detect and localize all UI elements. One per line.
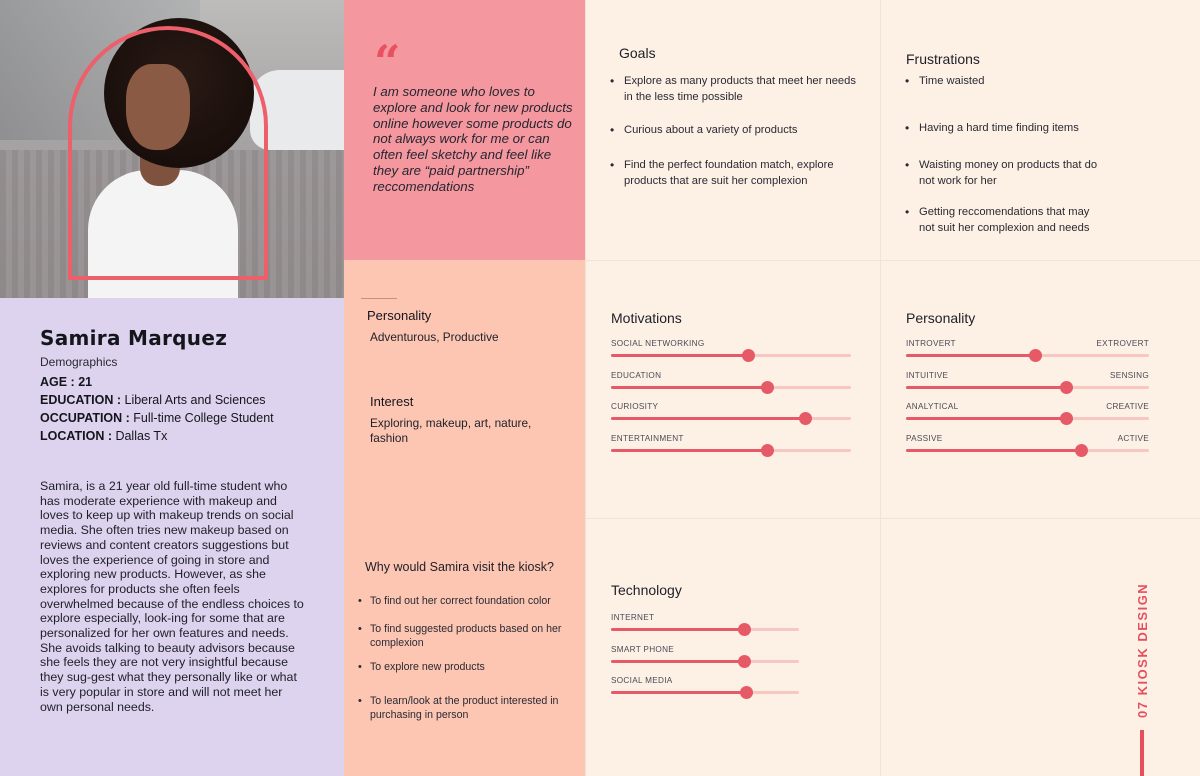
education-label: EDUCATION : <box>40 393 125 407</box>
slider-label: INTROVERT <box>906 339 956 348</box>
slider-label-right: CREATIVE <box>1106 402 1149 411</box>
occupation-value: Full-time College Student <box>133 411 274 425</box>
kiosk-item: • To explore new products <box>358 661 573 675</box>
goal-item: • Curious about a variety of products <box>610 122 860 138</box>
slider-knob <box>738 655 751 668</box>
slider-label: ANALYTICAL <box>906 402 959 411</box>
slider-track <box>906 354 1149 357</box>
slider-track <box>611 628 799 631</box>
page-tag-text: 07 KIOSK DESIGN <box>1135 582 1150 718</box>
location-label: LOCATION : <box>40 429 116 443</box>
slider-fill <box>906 386 1066 389</box>
slider-track <box>906 417 1149 420</box>
goal-item: • Find the perfect foundation match, explore products that are suit her complexion <box>610 157 860 189</box>
slider-knob <box>740 686 753 699</box>
personality-heading: Personality <box>367 308 432 323</box>
location-value: Dallas Tx <box>115 429 168 443</box>
persona-bio: Samira, is a 21 year old full-time student who has moderate experience with makeup and loves to keep up with makeup trends on social media. She often tries new makeup based on reviews and content creators suggestions but loves the experience of going in store and exploring new products. However, as she explores for products she often feels overwhelmed because of the endless choices to explore especially, look-ing for some that are personalized for her own features and needs. She avoids talking to beauty advisors because she feels they are not very insightful because they sug-gest what they personally like or what is very popular in store and will not meet her own personal needs. <box>40 479 304 714</box>
kiosk-title: Why would Samira visit the kiosk? <box>365 560 554 574</box>
interest-value: Exploring, makeup, art, nature, fashion <box>370 416 532 446</box>
technology-panel <box>585 518 880 776</box>
frustration-item: • Time waisted <box>905 73 1105 89</box>
goals-title: Goals <box>619 45 656 61</box>
slider-knob <box>1029 349 1042 362</box>
education-line <box>40 393 266 407</box>
frustration-item: • Having a hard time finding items <box>905 120 1105 136</box>
slider-label: SOCIAL NETWORKING <box>611 339 705 348</box>
kiosk-item: • To find suggested products based on her complexion <box>358 623 573 650</box>
frustration-item: • Getting reccomendations that may not suit her complexion and needs <box>905 204 1105 236</box>
persona-photo <box>0 0 344 298</box>
slider-knob <box>738 623 751 636</box>
slider-label: INTUITIVE <box>906 370 949 380</box>
slider-track <box>611 691 799 694</box>
goal-item: • Explore as many products that meet her needs in the less time possible <box>610 73 860 105</box>
slider-track <box>611 354 851 357</box>
frustrations-panel <box>880 0 1200 260</box>
slider-fill <box>906 417 1066 420</box>
kiosk-item: • To find out her correct foundation color <box>358 595 573 609</box>
slider-knob <box>1075 444 1088 457</box>
persona-name: Samira Marquez <box>40 326 228 350</box>
slider-knob <box>742 349 755 362</box>
slider-fill <box>611 628 744 631</box>
personality-scale-title: Personality <box>906 310 976 326</box>
slider-track <box>611 386 851 389</box>
profile-panel <box>0 298 344 776</box>
slider-label-right: SENSING <box>1110 370 1149 380</box>
personality-interest-panel <box>344 260 585 518</box>
slider-label: PASSIVE <box>906 433 943 443</box>
location-line <box>40 429 167 443</box>
slider-label-right: ACTIVE <box>1117 433 1149 443</box>
kiosk-item: • To learn/look at the product interested in purchasing in person <box>358 695 573 722</box>
age-label: AGE : <box>40 375 79 389</box>
slider-label: SOCIAL MEDIA <box>611 676 673 685</box>
technology-title: Technology <box>611 582 682 598</box>
slider-fill <box>611 660 744 663</box>
slider-fill <box>611 386 767 389</box>
occupation-line <box>40 411 274 425</box>
education-value: Liberal Arts and Sciences <box>124 393 266 407</box>
kiosk-reasons-panel <box>344 518 585 776</box>
slider-track <box>611 417 851 420</box>
slider-fill <box>906 449 1081 452</box>
slider-knob <box>1060 381 1073 394</box>
demographics-label: Demographics <box>40 355 118 369</box>
divider-line <box>361 298 397 299</box>
slider-label: INTERNET <box>611 613 655 622</box>
page-tag-bar <box>1140 730 1144 776</box>
goals-panel <box>585 0 880 260</box>
slider-knob <box>1060 412 1073 425</box>
slider-knob <box>761 444 774 457</box>
frustrations-title: Frustrations <box>906 51 980 67</box>
slider-fill <box>906 354 1035 357</box>
interest-heading: Interest <box>370 394 414 409</box>
slider-label: SMART PHONE <box>611 644 675 654</box>
slider-label: CURIOSITY <box>611 402 659 411</box>
slider-track <box>611 660 799 663</box>
quote-panel <box>344 0 585 260</box>
slider-label: EDUCATION <box>611 370 662 380</box>
age-line <box>40 375 92 389</box>
slider-fill <box>611 417 805 420</box>
motivations-panel <box>585 260 880 518</box>
motivations-title: Motivations <box>611 310 682 326</box>
occupation-label: OCCUPATION : <box>40 411 134 425</box>
frustration-item: • Waisting money on products that do not work for her <box>905 157 1105 189</box>
slider-track <box>906 449 1149 452</box>
slider-fill <box>611 354 748 357</box>
slider-label: ENTERTAINMENT <box>611 433 684 443</box>
slider-knob <box>799 412 812 425</box>
slider-label-right: EXTROVERT <box>1096 339 1149 348</box>
slider-track <box>611 449 851 452</box>
page-tag <box>1131 582 1155 720</box>
slider-fill <box>611 691 746 694</box>
slider-knob <box>761 381 774 394</box>
slider-fill <box>611 449 767 452</box>
slider-track <box>906 386 1149 389</box>
personality-value: Adventurous, Productive <box>370 330 499 344</box>
personality-scale-panel <box>880 260 1200 518</box>
quote-text: I am someone who loves to explore and look for new products online however some products do not always work for me or can often feel sketchy and feel like they are “paid partnership” reccomendations <box>373 84 573 194</box>
photo-arch-frame <box>68 26 268 280</box>
quote-mark-icon: “ <box>374 35 401 89</box>
age-value: 21 <box>78 375 93 389</box>
